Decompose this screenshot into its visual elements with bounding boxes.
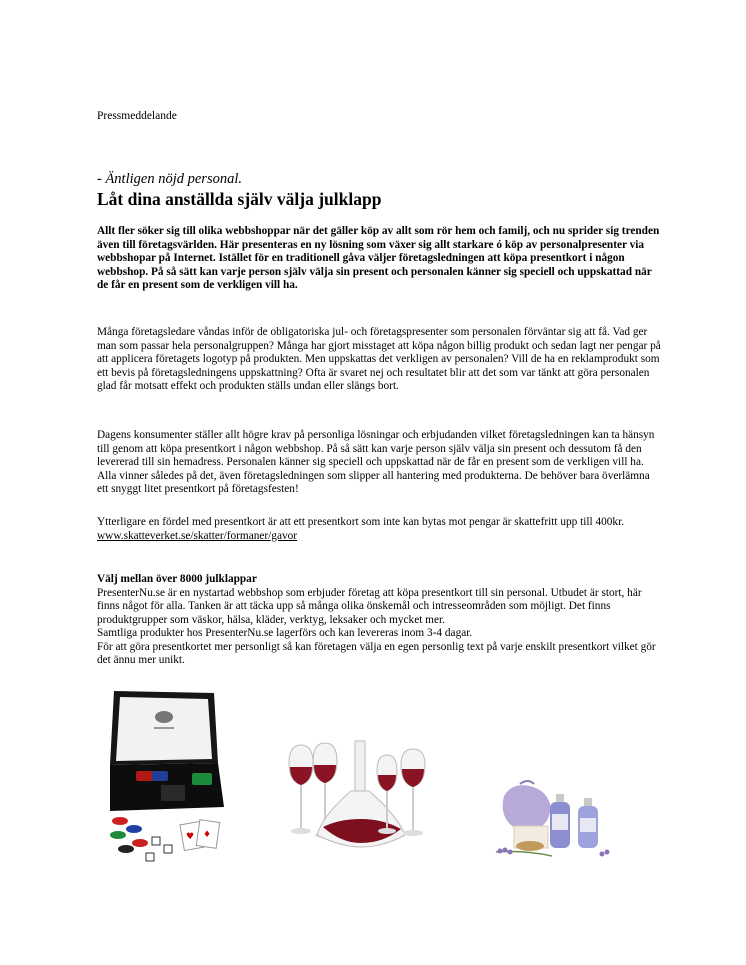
section-line-3: För att göra presentkortet mer personligt så kan företagen välja en egen personlig text på varje enskilt presentkort vilket gör det ännu mer unikt.: [97, 640, 656, 666]
section-line-2: Samtliga produkter hos PresenterNu.se lagerförs och kan levereras inom 3-4 dagar.: [97, 627, 473, 639]
document-subtitle: - Äntligen nöjd personal.: [97, 171, 242, 187]
svg-text:♦: ♦: [203, 830, 212, 840]
document-label: Pressmeddelande: [97, 110, 177, 122]
lead-paragraph: Allt fler söker sig till olika webbshoppar när det gäller köp av allt som rör hem och familj, och nu sprider sig trenden även till företagsvärlden. Här presenteras en ny lösning som växer sig allt starkare ó köp av personalpresenter via webbshopar på Internet. Istället för en traditionell gåva väljer företagsledningen att köpa presentkort i någon webbshop. På så sätt kan varje person själv välja sin present och personalen känner sig speciell och uppskattad när de får en present som de verkligen vill ha.: [97, 225, 660, 291]
body-paragraph-3: [97, 516, 662, 543]
wine-set-image: [283, 737, 438, 865]
svg-text:♥: ♥: [186, 832, 195, 842]
poker-set-image: [106, 687, 234, 877]
tax-text: Ytterligare en fördel med presentkort är att ett presentkort som inte kan bytas mot pengar är skattefritt upp till 400kr.: [97, 516, 625, 528]
spa-set-image: [494, 778, 614, 863]
skatteverket-link[interactable]: www.skatteverket.se/skatter/formaner/gavor: [97, 529, 298, 542]
body-paragraph-2: Dagens konsumenter ställer allt högre krav på personliga lösningar och erbjudanden vilket företagsledningen kan ta hänsyn till genom att köpa presentkort i någon webbshop. På så sätt kan varje person själv välja sin present och dessutom få den levererad till sin hemadress. Personalen känner sig speciell och uppskattad när de får en present som de verkligen vill ha. Alla vinner således på det, även företagsledningen som slipper all hantering med produkterna. De behöver bara överlämna ett snyggt litet presentkort på företagsfesten!: [97, 429, 655, 495]
section-heading: Välj mellan över 8000 julklappar: [97, 573, 257, 585]
section-line-1: PresenterNu.se är en nystartad webbshop som erbjuder företag att köpa presentkort till sin personal. Utbudet är stort, här finns något för alla. Tanken är att täcka upp så många olika önskemål och intresseområden som möjligt. Det finns produktgrupper som väskor, hälsa, kläder, verktyg, leksaker och mycket mer.: [97, 586, 642, 626]
document-title: Låt dina anställda själv välja julklapp: [97, 189, 382, 209]
product-section: [97, 573, 662, 668]
body-paragraph-1: Många företagsledare våndas inför de obligatoriska jul- och företagspresenter som personalen förväntar sig att få. Vad ger man som passar hela personalgruppen? Många har gjort misstaget att köpa någon billig produkt och sedan lagt ner pengar på att applicera företagets logotyp på produkten. Men uppskattas det verkligen av personalen? Vill de ha en reklamprodukt som ett bevis på företagsledningens uppskattning? Ofta är svaret nej och resultatet blir att det som var tänkt att göra personalen glad får motsatt effekt och produkten ställs undan eller slängs bort.: [97, 326, 661, 392]
